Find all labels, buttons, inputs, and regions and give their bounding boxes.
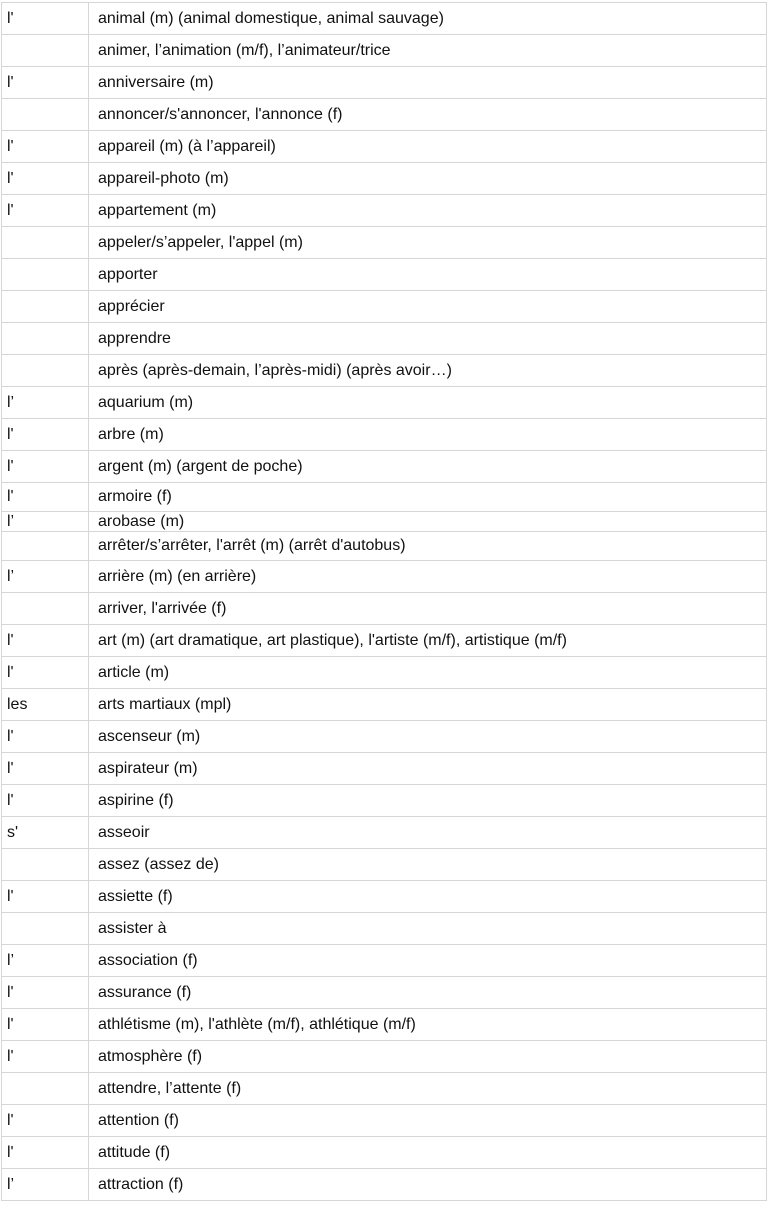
table-row bbox=[2, 1169, 767, 1201]
entry-cell: apprécier bbox=[89, 291, 767, 323]
article-cell: l' bbox=[2, 625, 89, 657]
table-row bbox=[2, 849, 767, 881]
entry-cell: assiette (f) bbox=[89, 881, 767, 913]
entry-cell: arrière (m) (en arrière) bbox=[89, 561, 767, 593]
table-row bbox=[2, 483, 767, 512]
table-row bbox=[2, 625, 767, 657]
article-cell bbox=[2, 593, 89, 625]
table-row bbox=[2, 451, 767, 483]
table-row bbox=[2, 689, 767, 721]
entry-cell: animer, l’animation (m/f), l’animateur/trice bbox=[89, 35, 767, 67]
table-row bbox=[2, 3, 767, 35]
entry-cell: attraction (f) bbox=[89, 1169, 767, 1201]
article-cell bbox=[2, 227, 89, 259]
table-row bbox=[2, 977, 767, 1009]
article-cell: l’ bbox=[2, 512, 89, 532]
entry-cell: arriver, l'arrivée (f) bbox=[89, 593, 767, 625]
table-row bbox=[2, 419, 767, 451]
entry-cell: argent (m) (argent de poche) bbox=[89, 451, 767, 483]
article-cell: l’ bbox=[2, 945, 89, 977]
entry-cell: animal (m) (animal domestique, animal sauvage) bbox=[89, 3, 767, 35]
entry-cell: atmosphère (f) bbox=[89, 1041, 767, 1073]
entry-cell: article (m) bbox=[89, 657, 767, 689]
entry-cell: art (m) (art dramatique, art plastique), l'artiste (m/f), artistique (m/f) bbox=[89, 625, 767, 657]
entry-cell: arobase (m) bbox=[89, 512, 767, 532]
entry-cell: appareil-photo (m) bbox=[89, 163, 767, 195]
article-cell: l' bbox=[2, 163, 89, 195]
article-cell bbox=[2, 35, 89, 67]
article-cell: l' bbox=[2, 977, 89, 1009]
article-cell: l' bbox=[2, 451, 89, 483]
entry-cell: aquarium (m) bbox=[89, 387, 767, 419]
article-cell: l' bbox=[2, 131, 89, 163]
entry-cell: appartement (m) bbox=[89, 195, 767, 227]
entry-cell: apporter bbox=[89, 259, 767, 291]
article-cell: l' bbox=[2, 419, 89, 451]
article-cell: s' bbox=[2, 817, 89, 849]
entry-cell: armoire (f) bbox=[89, 483, 767, 512]
article-cell: l' bbox=[2, 483, 89, 512]
table-row bbox=[2, 1041, 767, 1073]
table-row bbox=[2, 163, 767, 195]
table-row bbox=[2, 945, 767, 977]
table-row bbox=[2, 387, 767, 419]
table-row bbox=[2, 753, 767, 785]
article-cell: l' bbox=[2, 657, 89, 689]
article-cell: l' bbox=[2, 881, 89, 913]
entry-cell: arts martiaux (mpl) bbox=[89, 689, 767, 721]
table-row bbox=[2, 512, 767, 532]
table-row bbox=[2, 1073, 767, 1105]
table-row bbox=[2, 561, 767, 593]
article-cell: l' bbox=[2, 67, 89, 99]
entry-cell: après (après-demain, l’après-midi) (après avoir…) bbox=[89, 355, 767, 387]
article-cell: l’ bbox=[2, 1169, 89, 1201]
article-cell bbox=[2, 532, 89, 561]
entry-cell: attendre, l’attente (f) bbox=[89, 1073, 767, 1105]
table-row bbox=[2, 913, 767, 945]
table-row bbox=[2, 131, 767, 163]
entry-cell: attention (f) bbox=[89, 1105, 767, 1137]
table-row bbox=[2, 1105, 767, 1137]
table-row bbox=[2, 817, 767, 849]
entry-cell: assez (assez de) bbox=[89, 849, 767, 881]
article-cell: l' bbox=[2, 1105, 89, 1137]
article-cell bbox=[2, 323, 89, 355]
article-cell bbox=[2, 291, 89, 323]
entry-cell: apprendre bbox=[89, 323, 767, 355]
table-row bbox=[2, 721, 767, 753]
article-cell: les bbox=[2, 689, 89, 721]
entry-cell: assurance (f) bbox=[89, 977, 767, 1009]
article-cell bbox=[2, 259, 89, 291]
article-cell bbox=[2, 849, 89, 881]
entry-cell: aspirine (f) bbox=[89, 785, 767, 817]
article-cell bbox=[2, 99, 89, 131]
entry-cell: assister à bbox=[89, 913, 767, 945]
table-row bbox=[2, 593, 767, 625]
table-row bbox=[2, 291, 767, 323]
article-cell: l' bbox=[2, 753, 89, 785]
entry-cell: aspirateur (m) bbox=[89, 753, 767, 785]
vocabulary-table-body bbox=[2, 3, 767, 1201]
entry-cell: arrêter/s’arrêter, l'arrêt (m) (arrêt d'autobus) bbox=[89, 532, 767, 561]
entry-cell: ascenseur (m) bbox=[89, 721, 767, 753]
entry-cell: appeler/s’appeler, l'appel (m) bbox=[89, 227, 767, 259]
table-row bbox=[2, 195, 767, 227]
article-cell: l' bbox=[2, 3, 89, 35]
article-cell: l' bbox=[2, 1137, 89, 1169]
table-row bbox=[2, 657, 767, 689]
article-cell: l' bbox=[2, 1009, 89, 1041]
table-row bbox=[2, 532, 767, 561]
article-cell: l’ bbox=[2, 387, 89, 419]
entry-cell: annoncer/s'annoncer, l'annonce (f) bbox=[89, 99, 767, 131]
vocabulary-table bbox=[1, 2, 767, 1201]
article-cell bbox=[2, 355, 89, 387]
table-row bbox=[2, 35, 767, 67]
article-cell: l' bbox=[2, 721, 89, 753]
table-row bbox=[2, 881, 767, 913]
table-row bbox=[2, 785, 767, 817]
article-cell: l' bbox=[2, 195, 89, 227]
table-row bbox=[2, 67, 767, 99]
entry-cell: athlétisme (m), l'athlète (m/f), athlétique (m/f) bbox=[89, 1009, 767, 1041]
table-row bbox=[2, 227, 767, 259]
table-row bbox=[2, 355, 767, 387]
article-cell: l' bbox=[2, 785, 89, 817]
article-cell bbox=[2, 1073, 89, 1105]
entry-cell: appareil (m) (à l’appareil) bbox=[89, 131, 767, 163]
article-cell: l’ bbox=[2, 561, 89, 593]
entry-cell: asseoir bbox=[89, 817, 767, 849]
table-row bbox=[2, 1009, 767, 1041]
entry-cell: attitude (f) bbox=[89, 1137, 767, 1169]
article-cell: l' bbox=[2, 1041, 89, 1073]
entry-cell: arbre (m) bbox=[89, 419, 767, 451]
table-row bbox=[2, 259, 767, 291]
table-row bbox=[2, 323, 767, 355]
article-cell bbox=[2, 913, 89, 945]
table-row bbox=[2, 1137, 767, 1169]
entry-cell: association (f) bbox=[89, 945, 767, 977]
table-row bbox=[2, 99, 767, 131]
entry-cell: anniversaire (m) bbox=[89, 67, 767, 99]
